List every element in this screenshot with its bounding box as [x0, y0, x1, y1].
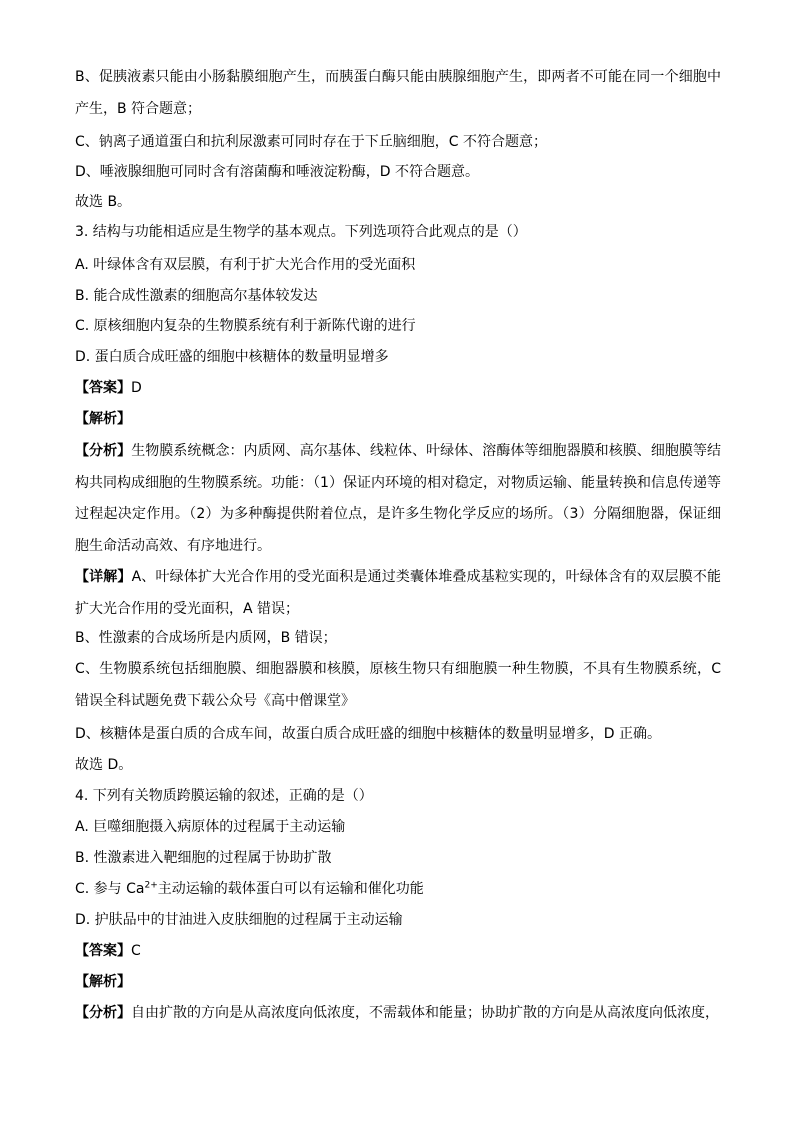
text: 故选 D。 [75, 757, 133, 773]
paragraph-q2-option-c [75, 132, 547, 152]
text: C. 原核细胞内复杂的生物膜系统有利于新陈代谢的进行 [75, 318, 416, 334]
text: A. 巨噬细胞摄入病原体的过程属于主动运输 [75, 819, 346, 835]
question-3-option-a [75, 255, 415, 275]
question-4-stem [75, 786, 373, 806]
answer-value: D [131, 380, 142, 396]
question-3-answer [75, 378, 142, 398]
question-3-option-b [75, 286, 318, 306]
question-3-detail-d [75, 724, 661, 744]
question-4-option-d [75, 910, 403, 930]
text: D、核糖体是蛋白质的合成车间，故蛋白质合成旺盛的细胞中核糖体的数量明显增多，D 正确。 [75, 726, 662, 742]
question-3-detail-c [75, 654, 721, 717]
answer-tag: 【答案】 [75, 943, 131, 959]
text: B. 能合成性激素的细胞高尔基体较发达 [75, 288, 318, 304]
text: A. 叶绿体含有双层膜，有利于扩大光合作用的受光面积 [75, 257, 416, 273]
analysis-text: 自由扩散的方向是从高浓度向低浓度，不需载体和能量；协助扩散的方向是从高浓度向低浓度， [131, 1005, 719, 1021]
paragraph-q2-conclusion [75, 192, 131, 212]
text: B、性激素的合成场所是内质网，B 错误； [75, 630, 337, 646]
text: D. 蛋白质合成旺盛的细胞中核糖体的数量明显增多 [75, 349, 389, 365]
question-4-analysis-paragraph [75, 1003, 719, 1023]
question-3-option-c [75, 316, 416, 336]
text: 故选 B。 [75, 194, 132, 210]
text: D、唾液腺细胞可同时含有溶菌酶和唾液淀粉酶，D 不符合题意。 [75, 164, 480, 180]
analysis-tag: 【解析】 [75, 974, 131, 990]
question-3-conclusion [75, 755, 132, 775]
paragraph-q2-option-b [75, 62, 721, 125]
text: 主动运输的载体蛋白可以有运输和催化功能 [157, 881, 424, 897]
detail-text: A、叶绿体扩大光合作用的受光面积是通过类囊体堆叠成基粒实现的，叶绿体含有的双层膜不能扩大光合作用的受光面积，A 错误； [75, 569, 722, 617]
text: C、生物膜系统包括细胞膜、细胞器膜和核膜，原核生物只有细胞膜一种生物膜，不具有生物膜系统，C 错误全科试题免费下载公众号《高中僧课堂》 [75, 661, 721, 709]
question-4-option-b [75, 848, 332, 868]
text: B. 性激素进入靶细胞的过程属于协助扩散 [75, 850, 332, 866]
detail-tag: 【详解】 [75, 569, 132, 585]
analysis-tag: 【解析】 [75, 411, 131, 427]
answer-tag: 【答案】 [75, 380, 131, 396]
text: C. 参与 Ca [75, 881, 145, 897]
text: D. 护肤品中的甘油进入皮肤细胞的过程属于主动运输 [75, 912, 403, 928]
paragraph-q2-option-d [75, 162, 479, 182]
question-4-option-c [75, 879, 424, 899]
text: B、促胰液素只能由小肠黏膜细胞产生，而胰蛋白酶只能由胰腺细胞产生，即两者不可能在同一个细胞中产生，B 符合题意； [75, 69, 721, 117]
question-3-option-d [75, 347, 389, 367]
analysis-subtag: 【分析】 [75, 443, 132, 459]
text: C、钠离子通道蛋白和抗利尿激素可同时存在于下丘脑细胞，C 不符合题意； [75, 134, 547, 150]
question-3-analysis-heading [75, 409, 131, 429]
answer-value: C [131, 943, 141, 959]
text: 4. 下列有关物质跨膜运输的叙述，正确的是（） [75, 788, 373, 804]
text: 3. 结构与功能相适应是生物学的基本观点。下列选项符合此观点的是（） [75, 224, 527, 240]
question-4-option-a [75, 817, 345, 837]
question-3-analysis-paragraph [75, 436, 721, 562]
question-4-analysis-heading [75, 972, 131, 992]
question-4-answer [75, 941, 141, 961]
superscript-charge: 2+ [144, 880, 158, 891]
question-3-detail-b [75, 628, 337, 648]
question-3-stem [75, 222, 527, 242]
analysis-subtag: 【分析】 [75, 1005, 131, 1021]
question-3-detail-paragraph [75, 562, 721, 625]
analysis-text: 生物膜系统概念：内质网、高尔基体、线粒体、叶绿体、溶酶体等细胞器膜和核膜、细胞膜等结构共同构成细胞的生物膜系统。功能：（1）保证内环境的相对稳定，对物质运输、能量转换和信息传递等过程起决定作用。（2）为多种酶提供附着位点，是许多生物化学反应的场所。（3）分隔细胞器，保证细胞生命活动高效、有序地进行。 [75, 443, 722, 554]
